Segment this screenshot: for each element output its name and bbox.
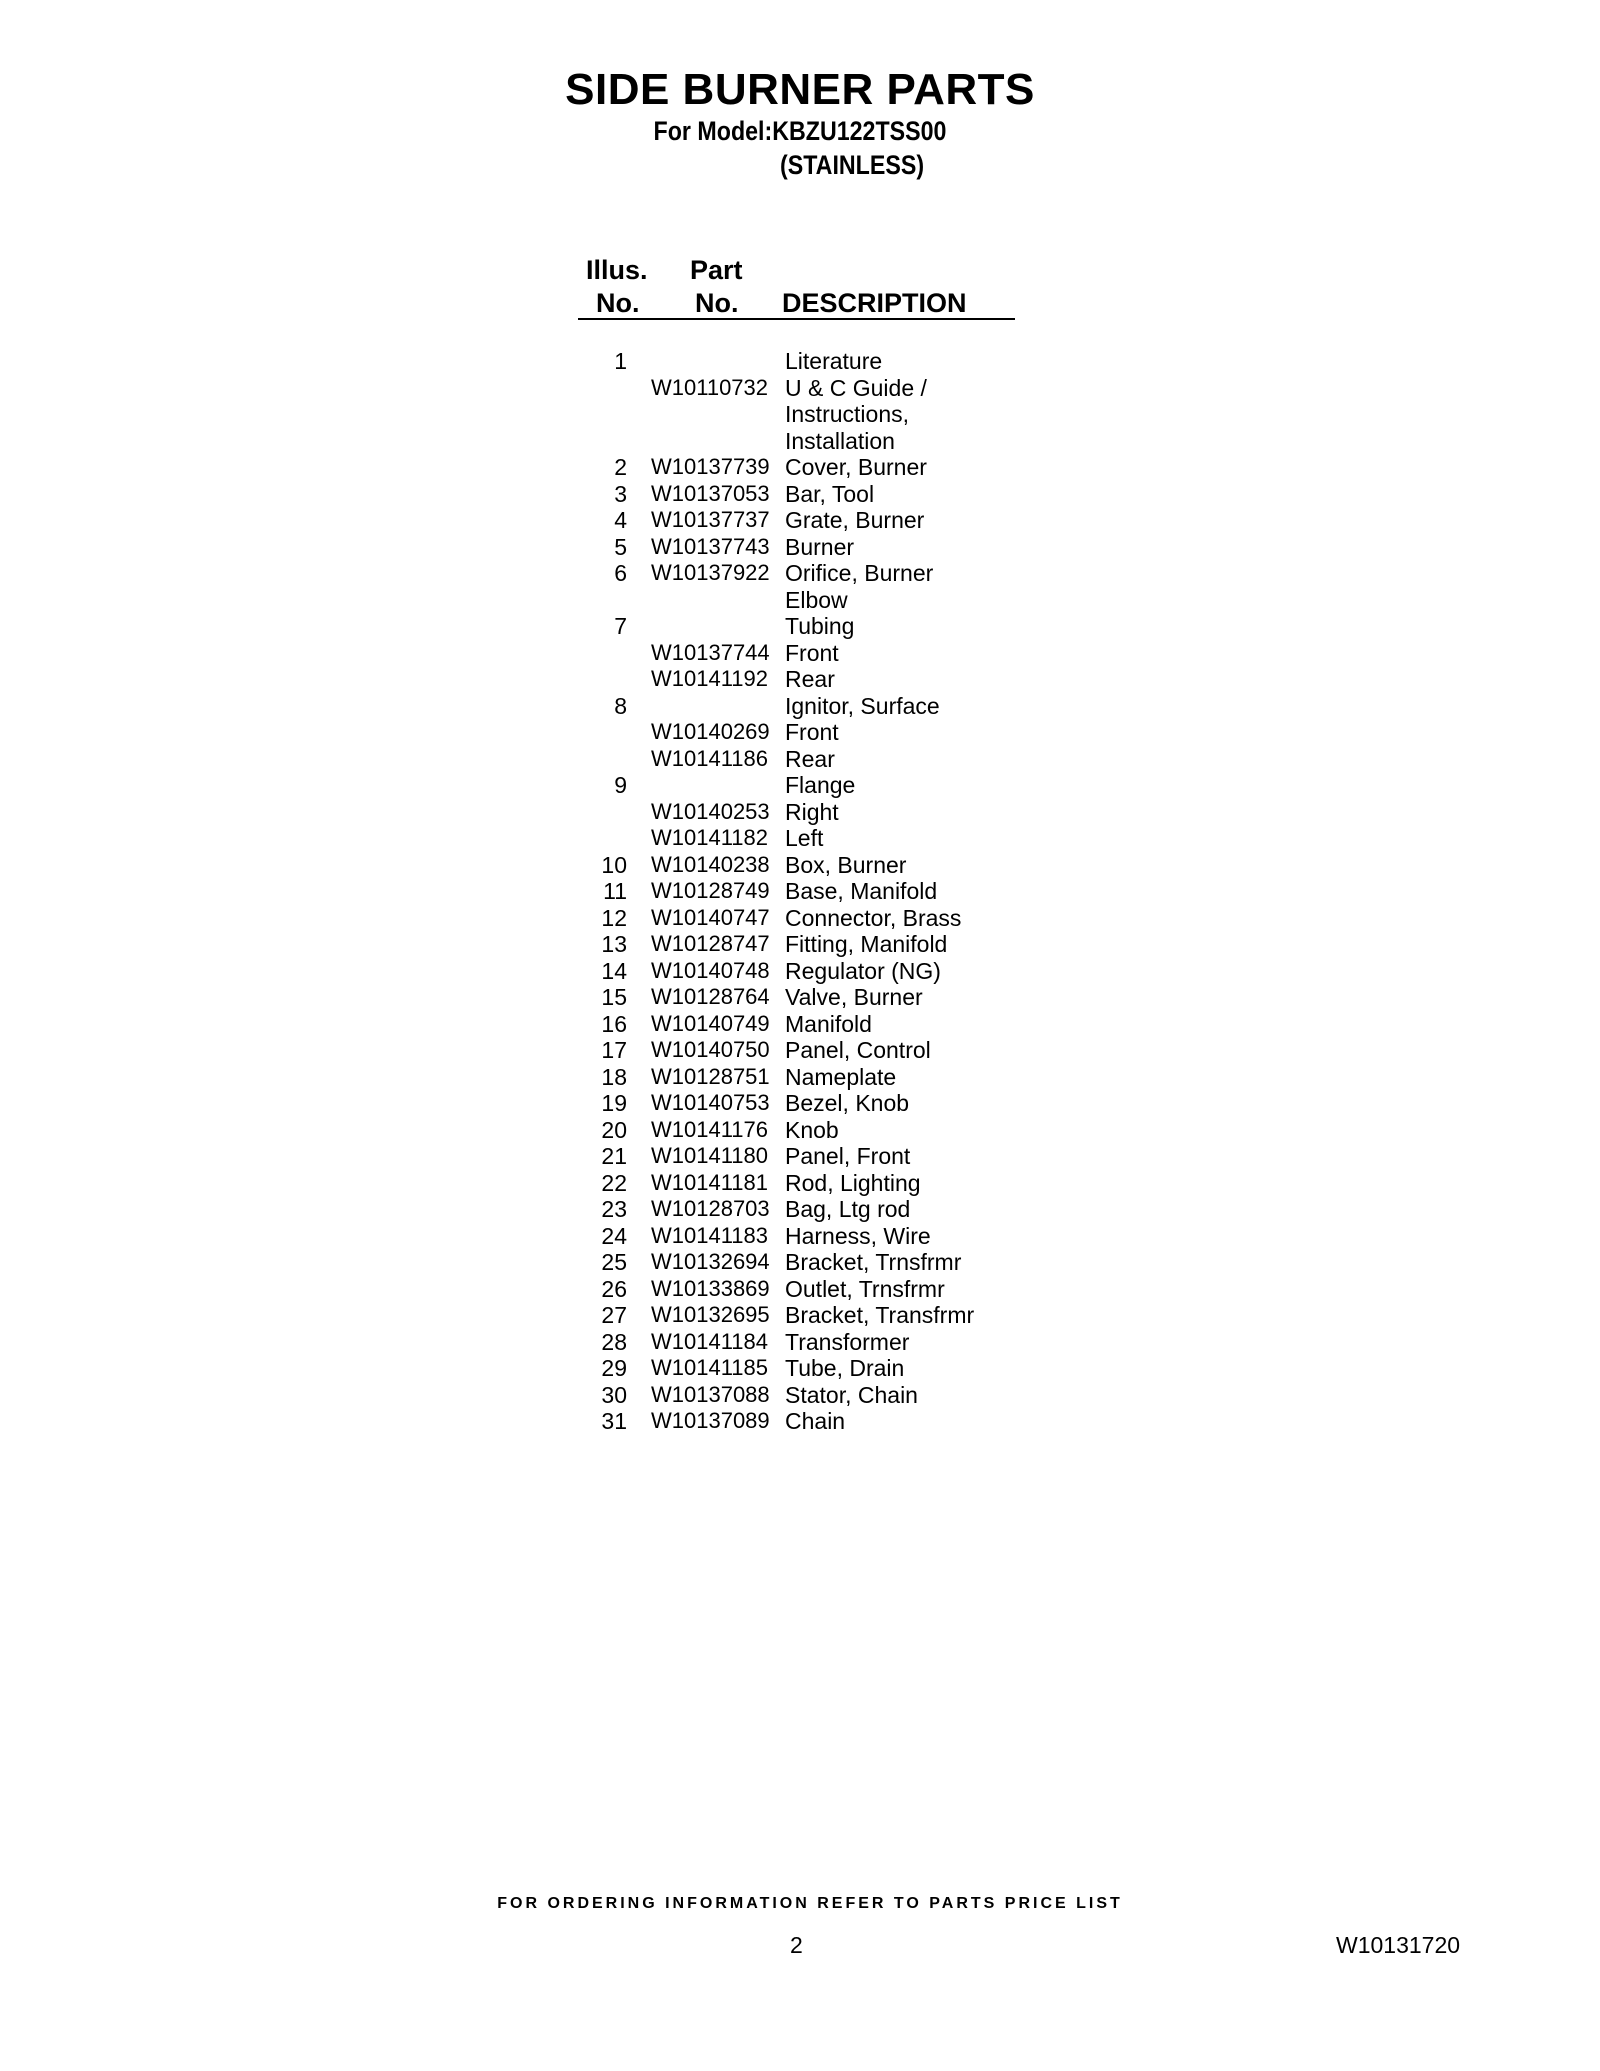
part-number: W10141183 (651, 1222, 769, 1248)
part-number: W10141176 (651, 1116, 769, 1142)
illus-number: 27 (601, 1302, 627, 1328)
part-description: Front (785, 719, 839, 745)
parts-row (580, 481, 1020, 508)
parts-row (580, 348, 1020, 375)
part-description: Chain (785, 1408, 846, 1434)
part-number: W10137088 (651, 1381, 770, 1407)
part-number: W10140269 (651, 719, 770, 744)
part-number: W10140749 (651, 1010, 770, 1036)
page-number: 2 (790, 1932, 803, 1958)
part-number: W10137089 (651, 1408, 770, 1433)
part-header-line2: No. (695, 288, 739, 318)
illus-number: 18 (601, 1063, 627, 1090)
illus-number: 20 (601, 1116, 627, 1143)
parts-row (580, 375, 1020, 402)
part-number: W10141182 (651, 825, 769, 850)
illus-number: 30 (601, 1381, 627, 1408)
illus-number: 14 (601, 957, 627, 984)
part-description: Valve, Burner (785, 984, 923, 1010)
illus-number: 21 (601, 1143, 627, 1169)
illus-number: 22 (601, 1169, 627, 1196)
part-description: Literature (785, 348, 883, 374)
part-number: W10128703 (651, 1196, 770, 1221)
illus-number: 2 (614, 454, 627, 480)
part-number: W10128764 (651, 984, 770, 1009)
parts-row (580, 1064, 1020, 1091)
model-line: For Model:KBZU122TSS00 (653, 116, 947, 146)
parts-row (580, 1276, 1020, 1303)
illus-number: 15 (601, 984, 627, 1010)
part-description: Bar, Tool (785, 480, 875, 507)
part-number: W10140238 (651, 851, 770, 877)
part-number: W10140253 (651, 798, 770, 824)
illus-number: 13 (601, 931, 627, 957)
header-rule (578, 318, 1015, 320)
part-number: W10137053 (651, 480, 770, 506)
part-description: Transformer (785, 1328, 910, 1355)
part-number: W10133869 (651, 1275, 770, 1301)
part-description: U & C Guide / (785, 374, 927, 401)
part-number: W10141184 (651, 1328, 769, 1354)
parts-row (580, 905, 1020, 932)
part-number: W10141180 (651, 1143, 769, 1168)
part-description: Cover, Burner (785, 454, 927, 480)
parts-row (580, 1090, 1020, 1117)
part-description: Right (785, 798, 839, 825)
part-number: W10141192 (651, 666, 769, 691)
illus-number: 8 (614, 692, 627, 719)
part-description: Rear (785, 745, 835, 772)
part-number: W10132694 (651, 1249, 770, 1274)
part-description: Nameplate (785, 1063, 897, 1090)
parts-row (580, 613, 1020, 640)
part-description: Base, Manifold (785, 878, 938, 904)
part-number: W10128751 (651, 1063, 770, 1089)
parts-row (580, 560, 1020, 587)
part-number: W10140747 (651, 904, 770, 930)
illus-number: 23 (601, 1196, 627, 1222)
part-description: Harness, Wire (785, 1222, 931, 1249)
part-description: Grate, Burner (785, 507, 925, 533)
illus-number: 29 (601, 1355, 627, 1381)
part-description: Knob (785, 1116, 839, 1143)
parts-row (580, 825, 1020, 852)
parts-row (580, 1408, 1020, 1435)
model-variant: (STAINLESS) (780, 150, 925, 180)
illus-number: 10 (601, 851, 627, 878)
part-description: Orifice, Burner (785, 560, 934, 586)
illus-number: 28 (601, 1328, 627, 1355)
part-number: W10141185 (651, 1355, 769, 1380)
parts-row (580, 1143, 1020, 1170)
parts-row (580, 640, 1020, 667)
parts-row (580, 1223, 1020, 1250)
illus-number: 12 (601, 904, 627, 931)
parts-row (580, 666, 1020, 693)
part-description: Manifold (785, 1010, 872, 1037)
document-number: W10131720 (1336, 1932, 1461, 1958)
part-description: Regulator (NG) (785, 957, 941, 984)
part-description: Rear (785, 666, 835, 692)
parts-row (580, 931, 1020, 958)
illus-number: 3 (614, 480, 627, 507)
parts-row (580, 693, 1020, 720)
part-description: Panel, Control (785, 1037, 931, 1063)
illus-number: 1 (614, 348, 627, 374)
part-description: Instructions, (785, 401, 909, 427)
parts-row (580, 587, 1020, 614)
illus-number: 25 (601, 1249, 627, 1275)
illus-number: 24 (601, 1222, 627, 1249)
part-description: Burner (785, 533, 855, 560)
parts-row (580, 1011, 1020, 1038)
illus-number: 11 (603, 878, 627, 904)
illus-number: 4 (614, 507, 627, 533)
illus-number: 7 (614, 613, 627, 639)
part-description: Left (785, 825, 824, 851)
illus-number: 17 (601, 1037, 627, 1063)
parts-row (580, 1117, 1020, 1144)
parts-row (580, 1170, 1020, 1197)
parts-row (580, 454, 1020, 481)
part-description: Bag, Ltg rod (785, 1196, 911, 1222)
part-number: W10140753 (651, 1090, 770, 1115)
parts-row (580, 534, 1020, 561)
part-number: W10110732 (651, 374, 769, 400)
parts-row (580, 719, 1020, 746)
description-header: DESCRIPTION (782, 288, 967, 318)
parts-row (580, 878, 1020, 905)
parts-row (580, 507, 1020, 534)
part-number: W10128749 (651, 878, 770, 903)
part-number: W10140750 (651, 1037, 770, 1062)
parts-row (580, 1037, 1020, 1064)
parts-row (580, 1249, 1020, 1276)
part-number: W10137737 (651, 507, 770, 532)
part-description: Tube, Drain (785, 1355, 905, 1381)
parts-row (580, 401, 1020, 428)
illus-number: 6 (614, 560, 627, 586)
part-description: Bracket, Transfrmr (785, 1302, 975, 1328)
parts-row (580, 1355, 1020, 1382)
part-number: W10140748 (651, 957, 770, 983)
part-number: W10128747 (651, 931, 770, 956)
part-description: Panel, Front (785, 1143, 911, 1169)
illus-header-line1: Illus. (586, 255, 648, 285)
parts-row (580, 799, 1020, 826)
part-number: W10137739 (651, 454, 770, 479)
parts-row (580, 958, 1020, 985)
parts-row (580, 746, 1020, 773)
parts-row (580, 428, 1020, 455)
part-description: Ignitor, Surface (785, 692, 940, 719)
parts-row (580, 984, 1020, 1011)
illus-header-line2: No. (596, 288, 640, 318)
illus-number: 16 (601, 1010, 627, 1037)
illus-number: 31 (601, 1408, 627, 1434)
part-number: W10137743 (651, 533, 770, 559)
part-description: Rod, Lighting (785, 1169, 921, 1196)
part-number: W10137922 (651, 560, 770, 585)
page-title: SIDE BURNER PARTS (565, 65, 1035, 114)
part-number: W10141181 (651, 1169, 769, 1195)
part-description: Flange (785, 772, 856, 798)
illus-number: 9 (614, 772, 627, 798)
parts-row (580, 1382, 1020, 1409)
part-number: W10132695 (651, 1302, 770, 1327)
illus-number: 5 (614, 533, 627, 560)
part-description: Outlet, Trnsfrmr (785, 1275, 945, 1302)
parts-row (580, 1196, 1020, 1223)
part-header-line1: Part (690, 255, 743, 285)
part-description: Bezel, Knob (785, 1090, 910, 1116)
part-number: W10137744 (651, 639, 770, 665)
part-description: Installation (785, 427, 895, 454)
part-description: Fitting, Manifold (785, 931, 948, 957)
part-description: Tubing (785, 613, 855, 639)
part-description: Box, Burner (785, 851, 907, 878)
part-description: Connector, Brass (785, 904, 962, 931)
parts-row (580, 1329, 1020, 1356)
part-number: W10141186 (651, 745, 769, 771)
part-description: Bracket, Trnsfrmr (785, 1249, 962, 1275)
parts-list (580, 348, 1020, 1435)
illus-number: 19 (601, 1090, 627, 1116)
part-description: Stator, Chain (785, 1381, 918, 1408)
parts-row (580, 772, 1020, 799)
part-description: Elbow (785, 586, 848, 613)
illus-number: 26 (601, 1275, 627, 1302)
parts-row (580, 852, 1020, 879)
part-description: Front (785, 639, 839, 666)
ordering-note: FOR ORDERING INFORMATION REFER TO PARTS PRICE LIST (497, 1895, 1123, 1912)
parts-row (580, 1302, 1020, 1329)
